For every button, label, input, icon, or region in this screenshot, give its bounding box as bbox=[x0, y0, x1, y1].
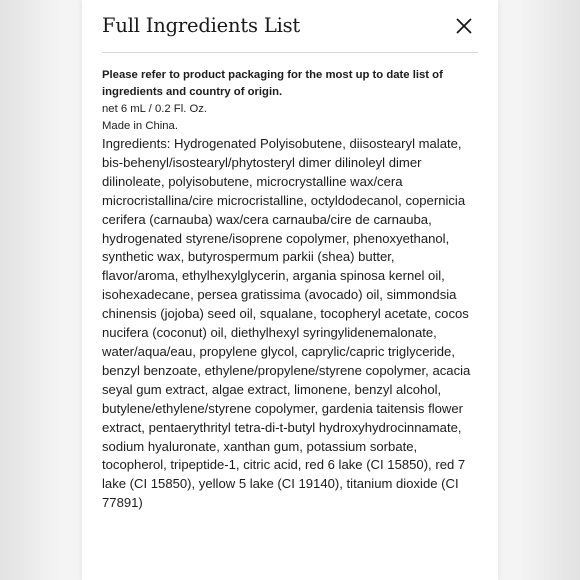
country-of-origin: Made in China. bbox=[102, 120, 178, 132]
close-icon[interactable] bbox=[454, 16, 474, 36]
net-weight: net 6 mL / 0.2 Fl. Oz. bbox=[102, 103, 208, 115]
modal-title: Full Ingredients List bbox=[102, 14, 301, 37]
ingredients-modal bbox=[82, 0, 498, 580]
close-button[interactable] bbox=[454, 16, 474, 36]
modal-header bbox=[102, 12, 478, 53]
packaging-notice: Please refer to product packaging for the most up to date list of ingredients and country of origin. bbox=[102, 69, 443, 98]
modal-content bbox=[102, 67, 474, 513]
ingredients-list: Ingredients: Hydrogenated Polyisobutene, diisostearyl malate, bis-behenyl/isostearyl/phytosteryl dimer dilinoleyl dimer dilinoleate, polyisobutene, microcrystalline wax/cera microcristallina/cire microcristalline, octyldodecanol, copernicia cerifera (carnauba) wax/cera carnauba/cire de carnauba, hydrogenated styrene/isoprene copolymer, phenoxyethanol, synthetic wax, butyrospermum parkii (shea) butter, flavor/aroma, ethylhexylglycerin, argania spinosa kernel oil, isohexadecane, persea gratissima (avocado) oil, simmondsia chinensis (jojoba) seed oil, squalane, tocopheryl acetate, cocos nucifera (coconut) oil, diethylhexyl syringylidenemalonate, water/aqua/eau, propylene glycol, caprylic/capric triglyceride, benzyl benzoate, ethylene/propylene/styrene copolymer, acacia seyal gum extract, algae extract, limonene, benzyl alcohol, butylene/ethylene/styrene copolymer, gardenia taitensis flower extract, pentaerythrityl tetra-di-t-butyl hydroxyhydrocinnamate, sodium hyaluronate, xanthan gum, potassium sorbate, tocopherol, tripeptide-1, citric acid, red 6 lake (CI 15850), red 7 lake (CI 15850), yellow 5 lake (CI 19140), titanium dioxide (CI 77891) bbox=[102, 136, 471, 511]
